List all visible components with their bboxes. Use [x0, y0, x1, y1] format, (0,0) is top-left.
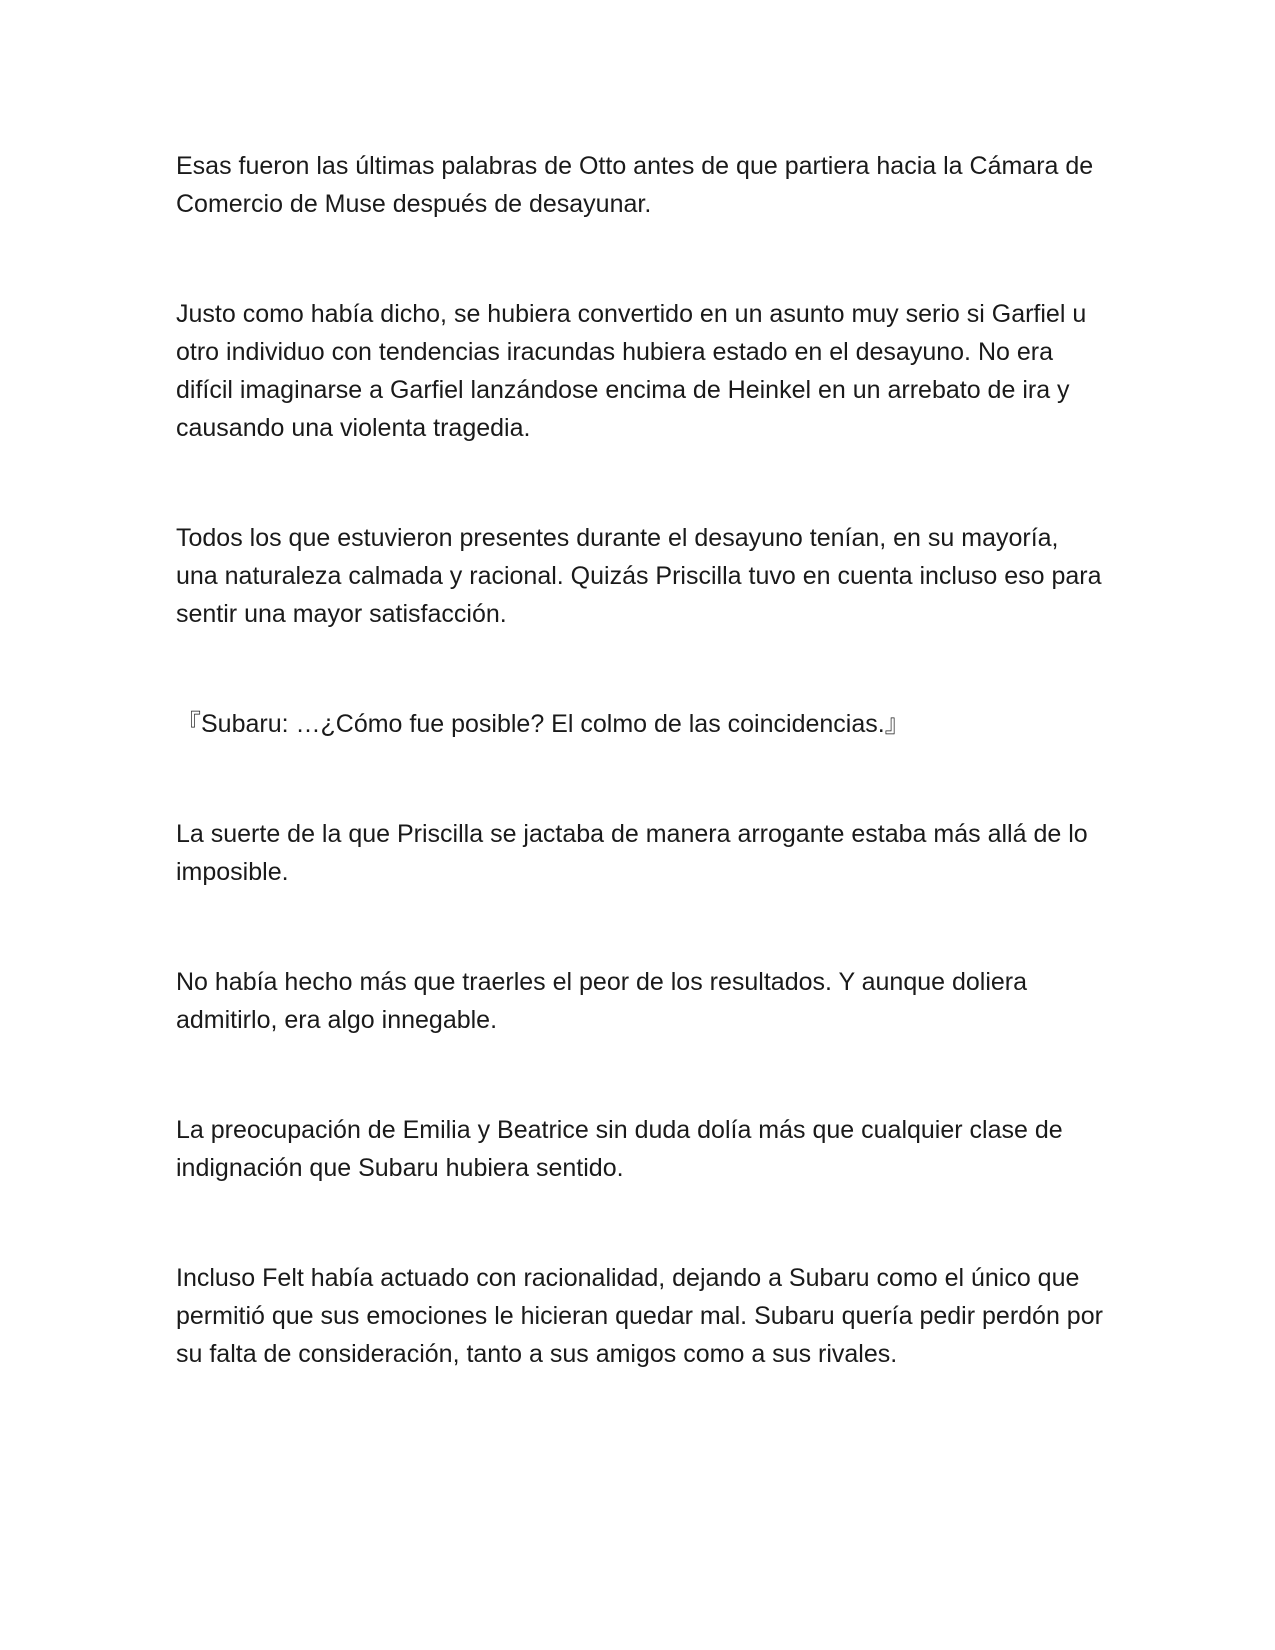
dialogue-subaru: 『Subaru: …¿Cómo fue posible? El colmo de las coincidencias.』 [176, 710, 910, 738]
paragraph-calm-attendees: Todos los que estuvieron presentes durante el desayuno tenían, en su mayoría, una naturaleza calmada y racional. Quizás Priscilla tuvo en cuenta incluso eso para sentir una mayor satisfacción. [176, 524, 1102, 628]
paragraph-emilia-beatrice: La preocupación de Emilia y Beatrice sin duda dolía más que cualquier clase de indignación que Subaru hubiera sentido. [176, 1116, 1063, 1182]
paragraph-felt-rationality: Incluso Felt había actuado con racionalidad, dejando a Subaru como el único que permitió que sus emociones le hicieran quedar mal. Subaru quería pedir perdón por su falta de consideración, tanto a sus amigos como a sus rivales. [176, 1264, 1103, 1368]
paragraph-otto-departure: Esas fueron las últimas palabras de Otto antes de que partiera hacia la Cámara de Comercio de Muse después de desayunar. [176, 152, 1094, 218]
paragraph-worst-result: No había hecho más que traerles el peor de los resultados. Y aunque doliera admitirlo, era algo innegable. [176, 968, 1028, 1034]
paragraph-priscilla-luck: La suerte de la que Priscilla se jactaba de manera arrogante estaba más allá de lo imposible. [176, 820, 1088, 886]
paragraph-garfiel-breakfast: Justo como había dicho, se hubiera convertido en un asunto muy serio si Garfiel u otro individuo con tendencias iracundas hubiera estado en el desayuno. No era difícil imaginarse a Garfiel lanzándose encima de Heinkel en un arrebato de ira y causando una violenta tragedia. [176, 300, 1087, 442]
text-column [176, 147, 1106, 1445]
